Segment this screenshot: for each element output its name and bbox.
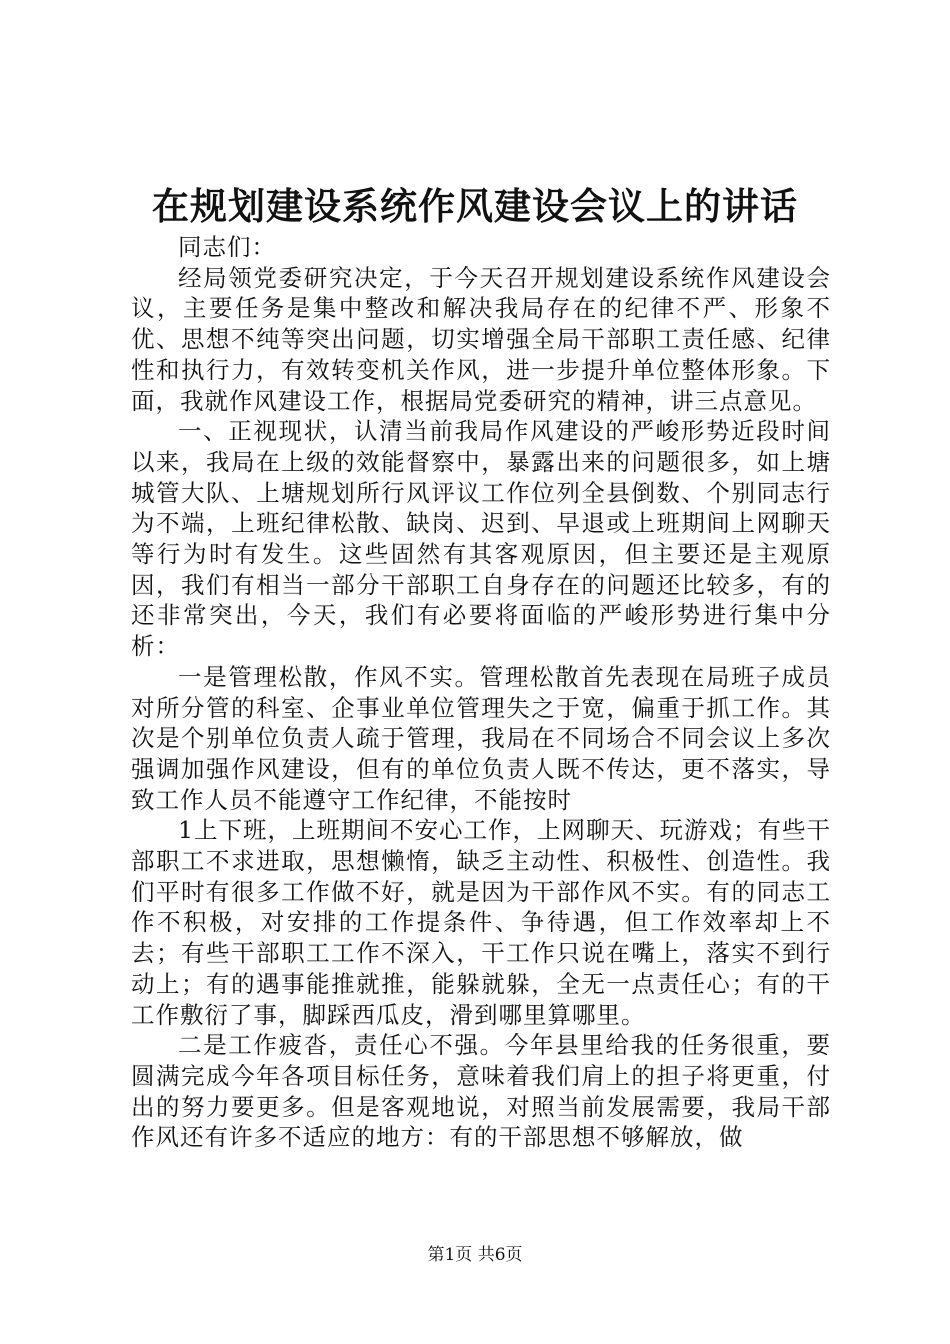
page-number-footer: 第1页 共6页 [427, 1245, 523, 1265]
paragraph: 1上下班，上班期间不安心工作，上网聊天、玩游戏；有些干部职工不求进取，思想懒惰，缺乏主动性、积极性、创造性。我们平时有很多工作做不好，就是因为干部作风不实。有的同志工作不积极，对安排的工作提条件、争待遇，但工作效率却上不去；有些干部职工工作不深入，干工作只说在嘴上，落实不到行动上；有的遇事能推就推，能躲就躲，全无一点责任心；有的干工作敷衍了事，脚踩西瓜皮，滑到哪里算哪里。 [131, 816, 831, 1029]
document-body [131, 232, 831, 1153]
salutation: 同志们： [178, 233, 276, 261]
paragraph: 一是管理松散，作风不实。管理松散首先表现在局班子成员对所分管的科室、企事业单位管理失之于宽，偏重于抓工作。其次是个别单位负责人疏于管理，我局在不同场合不同会议上多次强调加强作风建设，但有的单位负责人既不传达，更不落实，导致工作人员不能遵守工作纪律，不能按时 [131, 662, 831, 814]
document-title: 在规划建设系统作风建设会议上的讲话 [152, 184, 798, 228]
paragraph: 经局领党委研究决定，于今天召开规划建设系统作风建设会议，主要任务是集中整改和解决我局存在的纪律不严、形象不优、思想不纯等突出问题，切实增强全局干部职工责任感、纪律性和执行力，有效转变机关作风，进一步提升单位整体形象。下面，我就作风建设工作，根据局党委研究的精神，讲三点意见。 [131, 263, 831, 415]
paragraph: 二是工作疲沓，责任心不强。今年县里给我的任务很重，要圆满完成今年各项目标任务，意味着我们肩上的担子将更重，付出的努力要更多。但是客观地说，对照当前发展需要，我局干部作风还有许多不适应的地方：有的干部思想不够解放，做 [131, 1031, 831, 1152]
paragraph: 一、正视现状，认清当前我局作风建设的严峻形势近段时间以来，我局在上级的效能督察中，暴露出来的问题很多，如上塘城管大队、上塘规划所行风评议工作位列全县倒数、个别同志行为不端，上班纪律松散、缺岗、迟到、早退或上班期间上网聊天等行为时有发生。这些固然有其客观原因，但主要还是主观原因，我们有相当一部分干部职工自身存在的问题还比较多，有的还非常突出，今天，我们有必要将面临的严峻形势进行集中分析： [131, 417, 831, 661]
